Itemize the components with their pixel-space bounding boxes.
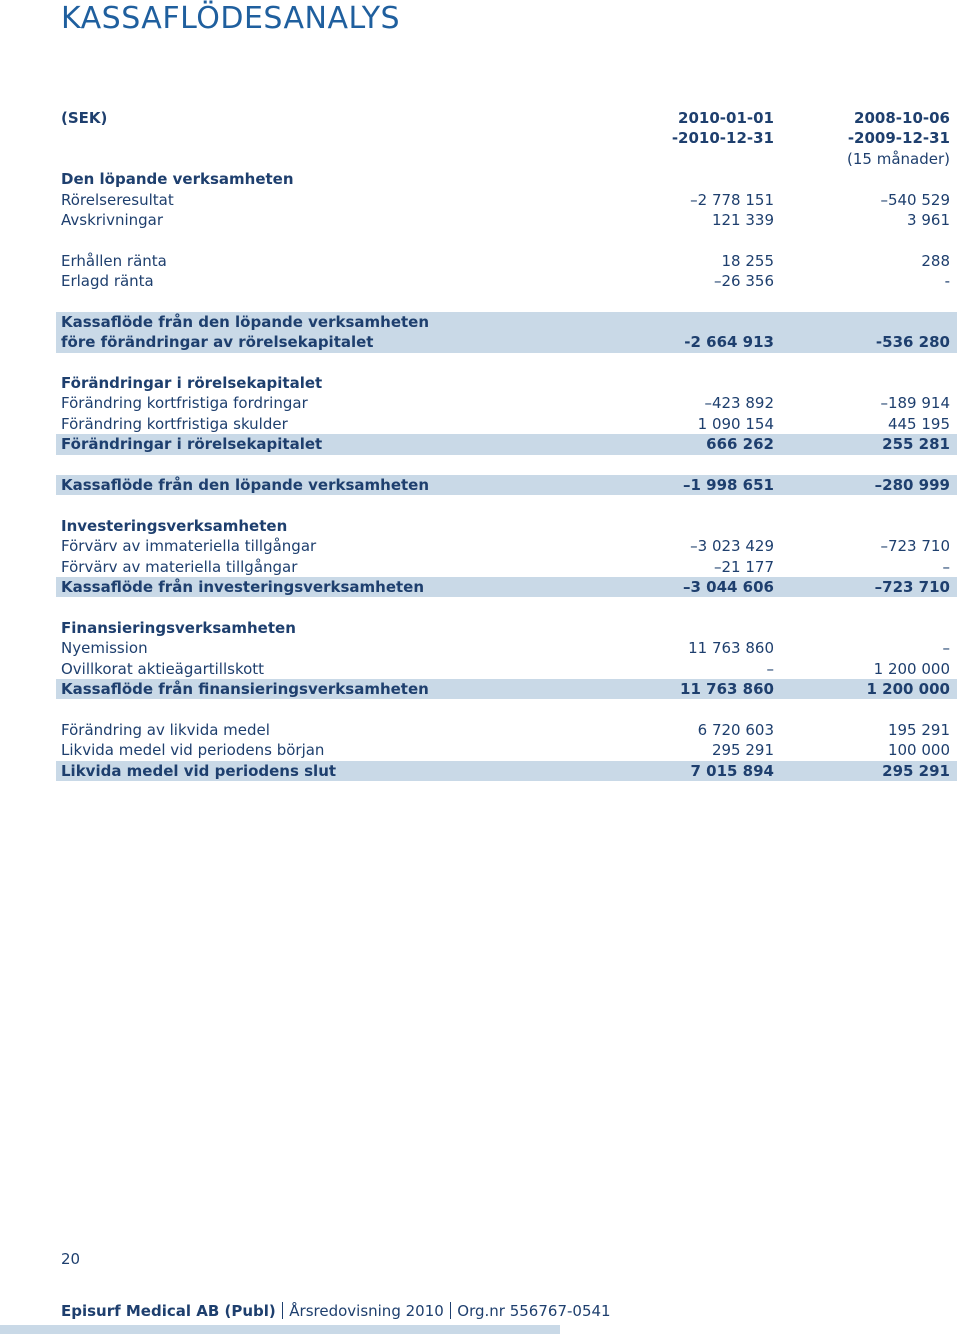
row-value-2010: 6 720 603 bbox=[697, 720, 774, 739]
footer-report: Årsredovisning 2010 bbox=[289, 1302, 444, 1320]
row-spacer bbox=[56, 292, 957, 312]
row-label: Förändringar i rörelsekapitalet bbox=[61, 435, 323, 454]
row-value-2009: 1 200 000 bbox=[873, 659, 950, 678]
row-label: Kassaflöde från investeringsverksamheten bbox=[61, 578, 425, 596]
row-value-2009: 288 bbox=[921, 251, 950, 270]
row-label: Kassaflöde från finansieringsverksamheten bbox=[61, 679, 429, 698]
row-value-2010: –21 177 bbox=[714, 557, 774, 576]
section-heading bbox=[56, 373, 957, 393]
section-label: Investeringsverksamheten bbox=[61, 516, 288, 535]
footer-company: Episurf Medical AB (Publ) bbox=[61, 1302, 276, 1320]
row-value-2009: 255 281 bbox=[882, 435, 950, 454]
table-row bbox=[56, 720, 957, 740]
table-row bbox=[56, 740, 957, 760]
table-row bbox=[56, 210, 957, 230]
table-row bbox=[56, 536, 957, 556]
row-value-2009: 100 000 bbox=[887, 741, 950, 760]
currency-label: (SEK) bbox=[61, 109, 108, 127]
row-value-2009: – bbox=[942, 557, 950, 576]
row-value-2009: –723 710 bbox=[880, 537, 950, 556]
table-header-row bbox=[56, 149, 957, 169]
table-row bbox=[56, 190, 957, 210]
subtotal-row bbox=[56, 577, 957, 597]
table-header-row bbox=[56, 108, 957, 128]
row-label: Förvärv av materiella tillgångar bbox=[61, 557, 298, 576]
section-heading bbox=[56, 516, 957, 536]
row-value-2010: 1 090 154 bbox=[697, 414, 774, 433]
table-row bbox=[56, 414, 957, 434]
section-heading bbox=[56, 169, 957, 189]
subtotal-row bbox=[56, 475, 957, 495]
row-label: Likvida medel vid periodens början bbox=[61, 741, 325, 760]
row-value-2010: 295 291 bbox=[711, 741, 774, 760]
row-value-2010: –423 892 bbox=[704, 394, 774, 413]
subtotal-row bbox=[56, 679, 957, 699]
row-spacer bbox=[56, 353, 957, 373]
col2-period-end: -2009-12-31 bbox=[847, 129, 950, 148]
row-spacer bbox=[56, 230, 957, 250]
col2-period-note: (15 månader) bbox=[847, 149, 950, 168]
cashflow-table bbox=[56, 108, 957, 781]
row-label: Kassaflöde från den löpande verksamheten bbox=[61, 476, 430, 495]
row-value-2010: -2 664 913 bbox=[684, 333, 774, 352]
page-title: KASSAFLÖDESANALYS bbox=[61, 1, 401, 36]
footer-separator bbox=[450, 1302, 452, 1319]
row-value-2009: 195 291 bbox=[887, 720, 950, 739]
total-row bbox=[56, 761, 957, 781]
footer-separator bbox=[282, 1302, 284, 1319]
subtotal-row bbox=[56, 434, 957, 454]
row-value-2009: – bbox=[942, 639, 950, 658]
row-value-2009: –189 914 bbox=[880, 394, 950, 413]
row-spacer bbox=[56, 455, 957, 475]
table-row bbox=[56, 251, 957, 271]
section-label: Den löpande verksamheten bbox=[61, 170, 294, 189]
section-heading bbox=[56, 618, 957, 638]
section-label: Förändringar i rörelsekapitalet bbox=[61, 374, 323, 393]
row-spacer bbox=[56, 495, 957, 515]
row-label: Erlagd ränta bbox=[61, 272, 154, 291]
row-label: Förändring kortfristiga fordringar bbox=[61, 394, 308, 413]
row-value-2010: 7 015 894 bbox=[690, 761, 774, 780]
row-value-2009: - bbox=[944, 272, 950, 291]
table-row bbox=[56, 271, 957, 291]
row-value-2010: 18 255 bbox=[721, 251, 774, 270]
row-label: Förändring kortfristiga skulder bbox=[61, 414, 288, 433]
row-label: Avskrivningar bbox=[61, 210, 164, 229]
row-value-2010: 11 763 860 bbox=[688, 639, 774, 658]
row-value-2010: –26 356 bbox=[714, 272, 774, 291]
table-row bbox=[56, 393, 957, 413]
table-row bbox=[56, 557, 957, 577]
row-value-2009: 295 291 bbox=[882, 761, 950, 780]
row-value-2009: –540 529 bbox=[880, 190, 950, 209]
row-value-2010: –1 998 651 bbox=[682, 476, 774, 495]
row-label: Nyemission bbox=[61, 639, 148, 658]
row-label: Erhållen ränta bbox=[61, 251, 167, 270]
row-value-2009: –280 999 bbox=[874, 476, 950, 495]
subtotal-row bbox=[56, 312, 957, 353]
row-value-2009: 3 961 bbox=[907, 210, 950, 229]
row-label: Ovillkorat aktieägartillskott bbox=[61, 659, 265, 678]
footer-org: Org.nr 556767-0541 bbox=[457, 1302, 611, 1320]
table-header-row bbox=[56, 128, 957, 148]
row-value-2010: –2 778 151 bbox=[690, 190, 774, 209]
row-value-2009: 445 195 bbox=[887, 414, 950, 433]
row-label: Rörelseresultat bbox=[61, 190, 174, 209]
row-value-2010: 666 262 bbox=[706, 435, 774, 454]
col1-period-start: 2010-01-01 bbox=[678, 109, 774, 127]
row-spacer bbox=[56, 597, 957, 617]
row-label: Förvärv av immateriella tillgångar bbox=[61, 537, 317, 556]
row-label: Kassaflöde från den löpande verksamheten bbox=[61, 312, 430, 331]
row-label: Förändring av likvida medel bbox=[61, 720, 270, 739]
table-row bbox=[56, 659, 957, 679]
row-spacer bbox=[56, 699, 957, 719]
row-value-2010: –3 044 606 bbox=[682, 578, 774, 596]
footer-bar bbox=[0, 1325, 560, 1334]
row-label: före förändringar av rörelsekapitalet bbox=[61, 333, 374, 352]
row-label: Likvida medel vid periodens slut bbox=[61, 761, 337, 780]
row-value-2010: 11 763 860 bbox=[680, 679, 774, 698]
row-value-2010: 121 339 bbox=[711, 210, 774, 229]
row-value-2010: –3 023 429 bbox=[690, 537, 774, 556]
col1-period-end: -2010-12-31 bbox=[671, 129, 774, 148]
page-footer bbox=[61, 1302, 611, 1320]
row-value-2010: – bbox=[766, 659, 774, 678]
row-value-2009: –723 710 bbox=[874, 578, 950, 596]
page-number: 20 bbox=[61, 1250, 81, 1268]
row-value-2009: -536 280 bbox=[875, 333, 950, 352]
col2-period-start: 2008-10-06 bbox=[854, 109, 950, 127]
section-label: Finansieringsverksamheten bbox=[61, 618, 296, 637]
row-value-2009: 1 200 000 bbox=[866, 679, 950, 698]
table-row bbox=[56, 638, 957, 658]
